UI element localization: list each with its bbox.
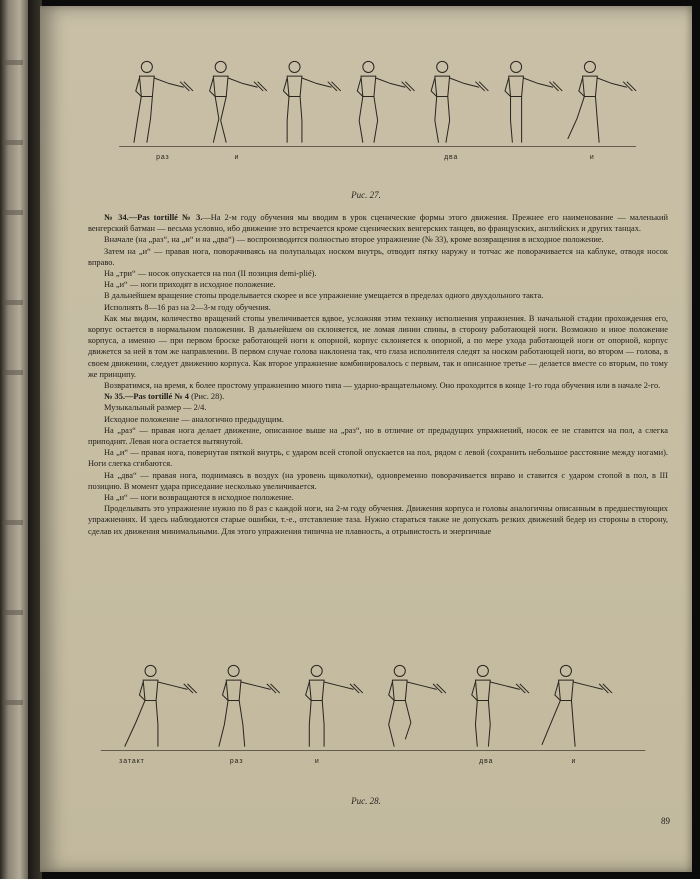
paragraph: В дальнейшем вращение стопы проделывается скорее и все упражнение умещается в пределах одного двухдольного такта.: [104, 291, 544, 301]
dancer-figure: [431, 61, 488, 142]
paragraph: На „два“ — правая нога, поднимаясь в воздух (на уровень щиколотки), одновременно поворачивается вправо и ставится с ударом стопой в пол, в III позицию. В момент удара приседание несколько увеличивается.: [88, 470, 668, 491]
paragraph: На „и“ — ноги приходят в исходное положение.: [104, 280, 276, 290]
page-number: 89: [661, 816, 670, 826]
paragraph: Вначале (на „раз“, на „и“ и на „два“) — воспроизводится полностью второе упражнение (№ 33), кроме возвращения в исходное положение.: [104, 235, 604, 245]
dancer-figure: [219, 665, 280, 746]
figure-28-label: и: [571, 758, 577, 766]
dancer-figure: [283, 61, 340, 142]
figure-27-label: два: [444, 154, 459, 162]
adjacent-page-edge: [0, 0, 28, 879]
paragraph: Исходное положение — аналогично предыдущим.: [104, 414, 284, 424]
dancer-figure: [357, 61, 414, 142]
figure-27-drawing: [78, 54, 668, 174]
dancer-figure: [542, 665, 612, 746]
paragraph: На „раз“ — правая нога делает движение, описанное выше на „раз“, но в отличие от предыдущих упражнений, носок ее не ставится на пол, а слегка приподнят. Левая нога остается вытянутой.: [88, 425, 668, 447]
figure-28-label: и: [314, 758, 320, 766]
dancer-figure: [134, 61, 193, 142]
dancer-figure: [125, 665, 197, 746]
dancer-sequence-top: [119, 61, 636, 146]
paragraph: На „и“ — правая нога, повернутая пяткой внутрь, с ударом всей стопой опускается на пол, рядом с левой (сохранить небольшое расстояние между ногами). Ноги слегка сгибаются.: [88, 448, 668, 469]
paragraph: Проделывать это упражнение нужно по 8 раз с каждой ноги, на 2-м году обучения. Движения корпуса и головы аналогичны описанным в предшествующих упражнениях. И здесь наблюдаются старые ошибки, т.-е., отставление таза. Нужно стараться также не допускать резких движений бедер из стороны в сторону, сделав их движения минимальными. Для этого упражнения типична не плавность, а отрывистость и энергичные: [88, 504, 668, 536]
figure-28-drawing: [78, 658, 668, 778]
figure-27-label: раз: [156, 154, 170, 162]
figure-27-label: и: [234, 154, 240, 162]
exercise-35-paragraph: № 35.—Pas tortillé № 4 (Рис. 28).: [104, 392, 225, 402]
figure-27-caption: Рис. 27.: [351, 190, 381, 200]
exercise-heading: № 34.—Pas tortillé № 3.: [104, 213, 203, 222]
figure-28-label: раз: [229, 758, 244, 766]
figure-27-label: и: [589, 154, 595, 162]
exercise-heading: № 35.—Pas tortillé № 4: [104, 392, 189, 402]
dancer-figure: [306, 665, 363, 746]
paragraph: Затем на „и“ — правая нога, поворачиваясь на полупальцах носком внутрь, отводит пятку наружу и тотчас же поворачивается на каблуке, отводя носок вправо.: [88, 246, 668, 267]
paragraph: Музыкальный размер — 2/4.: [104, 403, 207, 413]
exercise-34-paragraph: № 34.—Pas tortillé № 3.—На 2-м году обучения мы вводим в урок сценические формы этого движения. Прежнее его наименование — маленький венгерский батман — весьма условно, ибо движение это встречается кроме сценических венгерских танцев, во французских, английских и других танцах.: [88, 213, 668, 234]
book-page: [40, 6, 692, 872]
dancer-sequence-bottom: [101, 665, 646, 750]
figure-27: [78, 54, 668, 174]
body-text: [88, 212, 668, 537]
paragraph: На „три“ — носок опускается на пол (II позиция demi-plié).: [104, 269, 317, 279]
dancer-figure: [389, 665, 446, 746]
figure-28: [78, 658, 668, 778]
dancer-figure: [210, 61, 267, 142]
paragraph: Исполнять 8—16 раз на 2—3-м году обучения.: [104, 302, 271, 312]
dancer-figure: [568, 61, 636, 142]
figure-28-label: затакт: [119, 758, 145, 766]
figure-28-label: два: [479, 758, 494, 766]
paragraph: На „и“ — ноги возвращаются в исходное положение.: [104, 493, 294, 503]
paragraph: Возвратимся, на время, к более простому упражнению много типа — ударно-вращательному. Оно проходится в конце 1-го года обучения или в начале 2-го.: [104, 381, 661, 391]
paragraph: Как мы видим, количество вращений стопы увеличивается вдвое, усложняя этим технику исполнения упражнения. В начальной стадии прохождения его, корпус остается в нормальном положении. В дальнейшем он склоняется, не ломая линии спины, в сторону работающей ноги. Возможно и иное положение корпуса, а именно — при первом броске работающей ноги к опорной, корпус склоняется к опорной, а по мере ухода работающей ноги от опорной, корпус движется за ней в том же направлении. В первом случае голова наклонена так, что глаза исполнителя следят за носком работающей ноги, во втором — голова, в своем движении, следует движению корпуса. Как второе упражнение комбинировалось с первым, так и описанное третье — делается вместе со вторым, по тому же принципу.: [88, 313, 668, 379]
figure-28-caption: Рис. 28.: [351, 796, 381, 806]
dancer-figure: [505, 61, 562, 142]
dancer-figure: [472, 665, 529, 746]
